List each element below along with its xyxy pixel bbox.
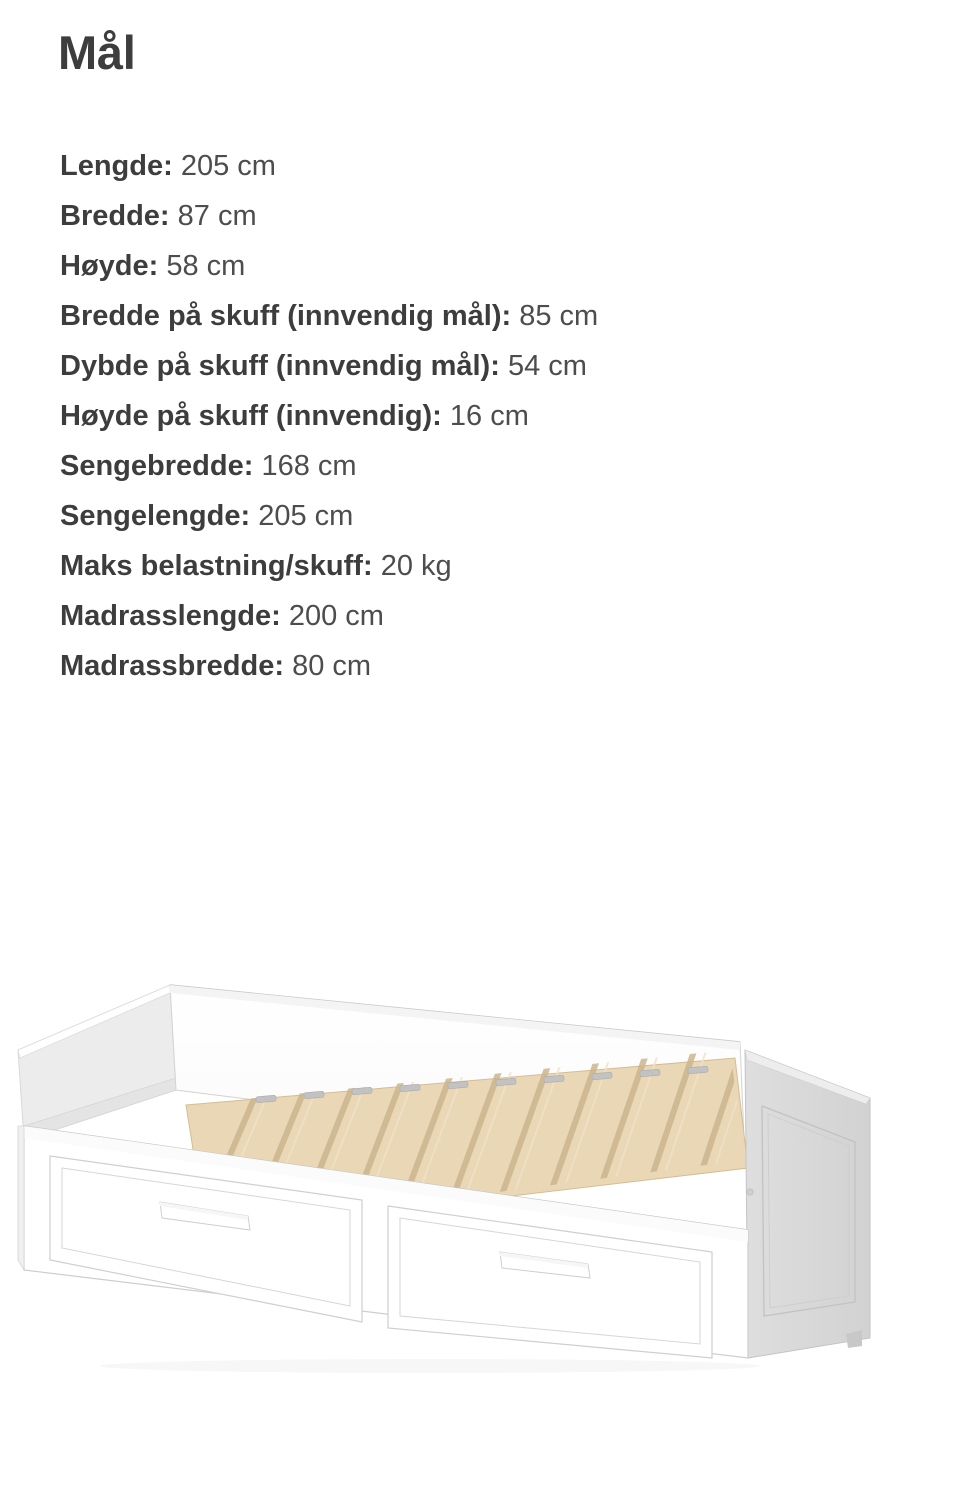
list-item xyxy=(60,241,900,291)
list-item xyxy=(60,291,900,341)
spec-label: Høyde på skuff (innvendig): xyxy=(60,400,442,432)
fitting-screw-icon xyxy=(747,1189,753,1195)
spec-value: 54 cm xyxy=(507,350,587,382)
list-item xyxy=(60,391,900,441)
spec-value: 85 cm xyxy=(519,300,599,332)
spec-label: Dybde på skuff (innvendig mål): xyxy=(60,350,500,382)
list-item xyxy=(60,641,900,691)
spec-label: Sengelengde: xyxy=(60,500,251,532)
headboard-panel xyxy=(18,985,176,1140)
spec-label: Bredde på skuff (innvendig mål): xyxy=(60,300,512,332)
spec-label: Madrasslengde: xyxy=(60,600,281,632)
end-panel-right xyxy=(745,1050,870,1358)
spec-label: Maks belastning/skuff: xyxy=(60,550,373,582)
list-item xyxy=(60,441,900,491)
spec-value: 58 cm xyxy=(166,250,246,282)
spec-value: 80 cm xyxy=(292,650,372,682)
spec-label: Sengebredde: xyxy=(60,450,254,482)
daybed-illustration xyxy=(0,930,960,1430)
spec-value: 200 cm xyxy=(288,600,384,632)
spec-value: 87 cm xyxy=(177,200,257,232)
spec-value: 168 cm xyxy=(261,450,357,482)
spec-value: 16 cm xyxy=(449,400,529,432)
list-item xyxy=(60,541,900,591)
spec-value: 205 cm xyxy=(180,150,276,182)
spec-value: 20 kg xyxy=(380,550,452,582)
dimensions-list xyxy=(60,141,900,691)
product-image xyxy=(0,930,960,1430)
spec-value: 205 cm xyxy=(258,500,354,532)
list-item xyxy=(60,141,900,191)
spec-label: Høyde: xyxy=(60,250,159,282)
spec-label: Madrassbredde: xyxy=(60,650,285,682)
list-item xyxy=(60,191,900,241)
list-item xyxy=(60,491,900,541)
list-item xyxy=(60,341,900,391)
page-title: Mål xyxy=(58,26,136,79)
drop-shadow xyxy=(100,1359,760,1373)
spec-label: Bredde: xyxy=(60,200,170,232)
spec-label: Lengde: xyxy=(60,150,173,182)
list-item xyxy=(60,591,900,641)
